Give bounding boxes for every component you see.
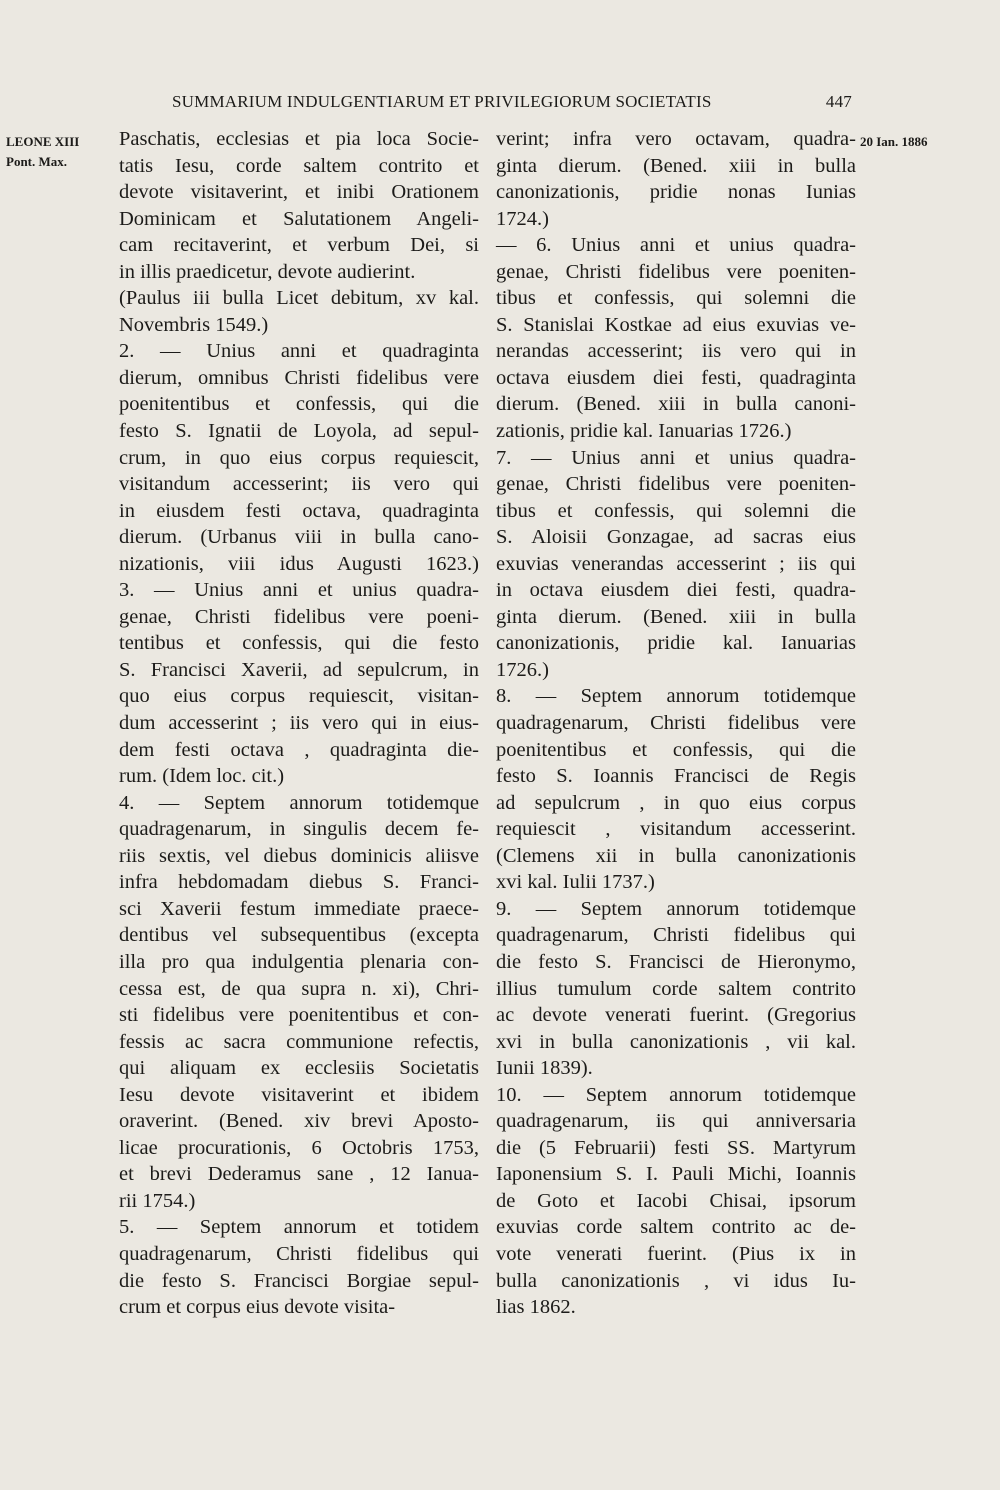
text-line: 10. — Septem annorum totidemque (496, 1083, 856, 1106)
text-line: et brevi Dederamus sane , 12 Ianua- (119, 1163, 479, 1186)
text-line: zationis, pridie kal. Ianuarias 1726.) (496, 420, 792, 443)
text-line: die festo S. Francisci de Hieronymo, (496, 950, 856, 973)
text-line: poenitentibus et confessis, qui die (496, 738, 856, 761)
text-line: rii 1754.) (119, 1189, 196, 1212)
text-line: in eiusdem festi octava, quadraginta (119, 499, 479, 522)
text-line: quadragenarum, iis qui anniversaria (496, 1110, 856, 1133)
text-line: 8. — Septem annorum totidemque (496, 685, 856, 708)
text-line: 1724.) (496, 207, 549, 230)
text-line: S. Aloisii Gonzagae, ad sacras eius (496, 526, 856, 549)
text-line: visitandum accesserint; iis vero qui (119, 473, 479, 496)
text-line: die (5 Februarii) festi SS. Martyrum (496, 1136, 856, 1159)
margin-note-line: LEONE XIII (6, 134, 80, 149)
text-line: Iesu devote visitaverint et ibidem (119, 1083, 479, 1106)
text-line: Paschatis, ecclesias et pia loca Socie- (119, 128, 479, 150)
text-line: crum, in quo eius corpus requiescit, (119, 446, 479, 469)
text-line: quadragenarum, Christi fidelibus qui (119, 1242, 479, 1265)
text-line: tentibus et confessis, qui die festo (119, 632, 479, 655)
text-line: Iunii 1839). (496, 1057, 593, 1080)
text-line: 5. — Septem annorum et totidem (119, 1216, 479, 1239)
text-line: festo S. Ioannis Francisci de Regis (496, 765, 856, 788)
text-line: xvi in bulla canonizationis , vii kal. (496, 1030, 856, 1053)
text-line: 2. — Unius anni et quadraginta (119, 340, 479, 363)
text-line: — 6. Unius anni et unius quadra- (496, 234, 856, 257)
text-line: 1726.) (496, 658, 549, 681)
text-line: (Clemens xii in bulla canonizationis (496, 844, 856, 867)
text-line: fessis ac sacra communione refectis, (119, 1030, 479, 1053)
text-line: bulla canonizationis , vi idus Iu- (496, 1269, 856, 1292)
text-line: genae, Christi fidelibus vere poeni- (119, 605, 479, 628)
text-line: dierum. (Bened. xiii in bulla canoni- (496, 393, 856, 416)
text-line: canonizationis, pridie kal. Ianuarias (496, 632, 856, 655)
text-line: ginta dierum. (Bened. xiii in bulla (496, 605, 856, 628)
text-line: (Paulus iii bulla Licet debitum, xv kal. (119, 287, 479, 310)
text-line: nerandas accesserint; iis vero qui in (496, 340, 856, 363)
header-title: SUMMARIUM INDULGENTIARUM ET PRIVILEGIORUM SOCIETATIS (172, 92, 712, 111)
text-line: 7. — Unius anni et unius quadra- (496, 446, 856, 469)
text-line: rum. (Idem loc. cit.) (119, 765, 285, 788)
text-line: in illis praedicetur, devote audierint. (119, 260, 416, 283)
text-line: tibus et confessis, qui solemni die (496, 499, 856, 522)
text-line: dierum, omnibus Christi fidelibus vere (119, 366, 479, 389)
text-line: dum accesserint ; iis vero qui in eius- (119, 712, 479, 735)
text-line: S. Stanislai Kostkae ad eius exuvias ve- (496, 313, 856, 336)
page-number: 447 (825, 92, 852, 111)
text-line: qui aliquam ex ecclesiis Societatis (119, 1057, 479, 1080)
text-line: riis sextis, vel diebus dominicis aliisve (119, 844, 479, 867)
text-line: dierum. (Urbanus viii in bulla cano- (119, 526, 479, 549)
text-line: xvi kal. Iulii 1737.) (496, 871, 655, 894)
text-line: oraverint. (Bened. xiv brevi Aposto- (119, 1110, 479, 1133)
text-line: vote venerati fuerint. (Pius ix in (496, 1242, 856, 1265)
text-line: Dominicam et Salutationem Angeli- (119, 207, 479, 230)
text-line: quo eius corpus requiescit, visitan- (119, 685, 479, 708)
text-line: lias 1862. (496, 1296, 576, 1319)
left-column (119, 126, 479, 1321)
text-line: de Goto et Iacobi Chisai, ipsorum (496, 1189, 856, 1212)
text-line: sti fidelibus vere poenitentibus et con- (119, 1004, 479, 1027)
text-line: genae, Christi fidelibus vere poeniten- (496, 260, 856, 283)
text-line: tibus et confessis, qui solemni die (496, 287, 856, 310)
text-line: nizationis, viii idus Augusti 1623.) (119, 552, 479, 575)
text-line: quadragenarum, Christi fidelibus vere (496, 712, 856, 735)
text-line: genae, Christi fidelibus vere poeniten- (496, 473, 856, 496)
text-line: dem festi octava , quadraginta die- (119, 738, 479, 761)
text-line: festo S. Ignatii de Loyola, ad sepul- (119, 420, 479, 443)
text-line: 3. — Unius anni et unius quadra- (119, 579, 479, 602)
text-line: quadragenarum, in singulis decem fe- (119, 818, 479, 841)
text-line: infra hebdomadam diebus S. Franci- (119, 871, 479, 894)
text-line: dentibus vel subsequentibus (excepta (119, 924, 479, 947)
margin-note-left (6, 132, 106, 172)
text-line: Iaponensium S. I. Pauli Michi, Ioannis (496, 1163, 856, 1186)
text-line: sci Xaverii festum immediate praece- (119, 897, 479, 920)
text-line: tatis Iesu, corde saltem contrito et (119, 154, 479, 177)
text-line: 9. — Septem annorum totidemque (496, 897, 856, 920)
text-line: die festo S. Francisci Borgiae sepul- (119, 1269, 479, 1292)
text-line: illa pro qua indulgentia plenaria con- (119, 950, 479, 973)
text-line: crum et corpus eius devote visita- (119, 1296, 396, 1319)
text-line: illius tumulum corde saltem contrito (496, 977, 856, 1000)
text-line: licae procurationis, 6 Octobris 1753, (119, 1136, 479, 1159)
text-line: octava eiusdem diei festi, quadraginta (496, 366, 856, 389)
running-head (172, 92, 852, 112)
text-line: quadragenarum, Christi fidelibus qui (496, 924, 856, 947)
margin-note-line: Pont. Max. (6, 154, 68, 169)
text-line: exuvias venerandas accesserint ; iis qui (496, 552, 856, 575)
text-line: verint; infra vero octavam, quadra- (496, 128, 856, 150)
text-line: exuvias corde saltem contrito ac de- (496, 1216, 856, 1239)
right-column (496, 126, 856, 1321)
text-line: canonizationis, pridie nonas Iunias (496, 181, 856, 204)
text-line: cam recitaverint, et verbum Dei, si (119, 234, 479, 257)
text-line: requiescit , visitandum accesserint. (496, 818, 856, 841)
text-line: devote visitaverint, et inibi Orationem (119, 181, 479, 204)
margin-note-date: 20 Ian. 1886 (860, 134, 928, 149)
text-line: Novembris 1549.) (119, 313, 269, 336)
text-line: in octava eiusdem diei festi, quadra- (496, 579, 856, 602)
text-line: ad sepulcrum , in quo eius corpus (496, 791, 856, 814)
text-line: S. Francisci Xaverii, ad sepulcrum, in (119, 658, 479, 681)
text-line: ac devote venerati fuerint. (Gregorius (496, 1004, 856, 1027)
text-line: cessa est, de qua supra n. xi), Chri- (119, 977, 479, 1000)
text-line: poenitentibus et confessis, qui die (119, 393, 479, 416)
text-line: 4. — Septem annorum totidemque (119, 791, 479, 814)
text-line: ginta dierum. (Bened. xiii in bulla (496, 154, 856, 177)
